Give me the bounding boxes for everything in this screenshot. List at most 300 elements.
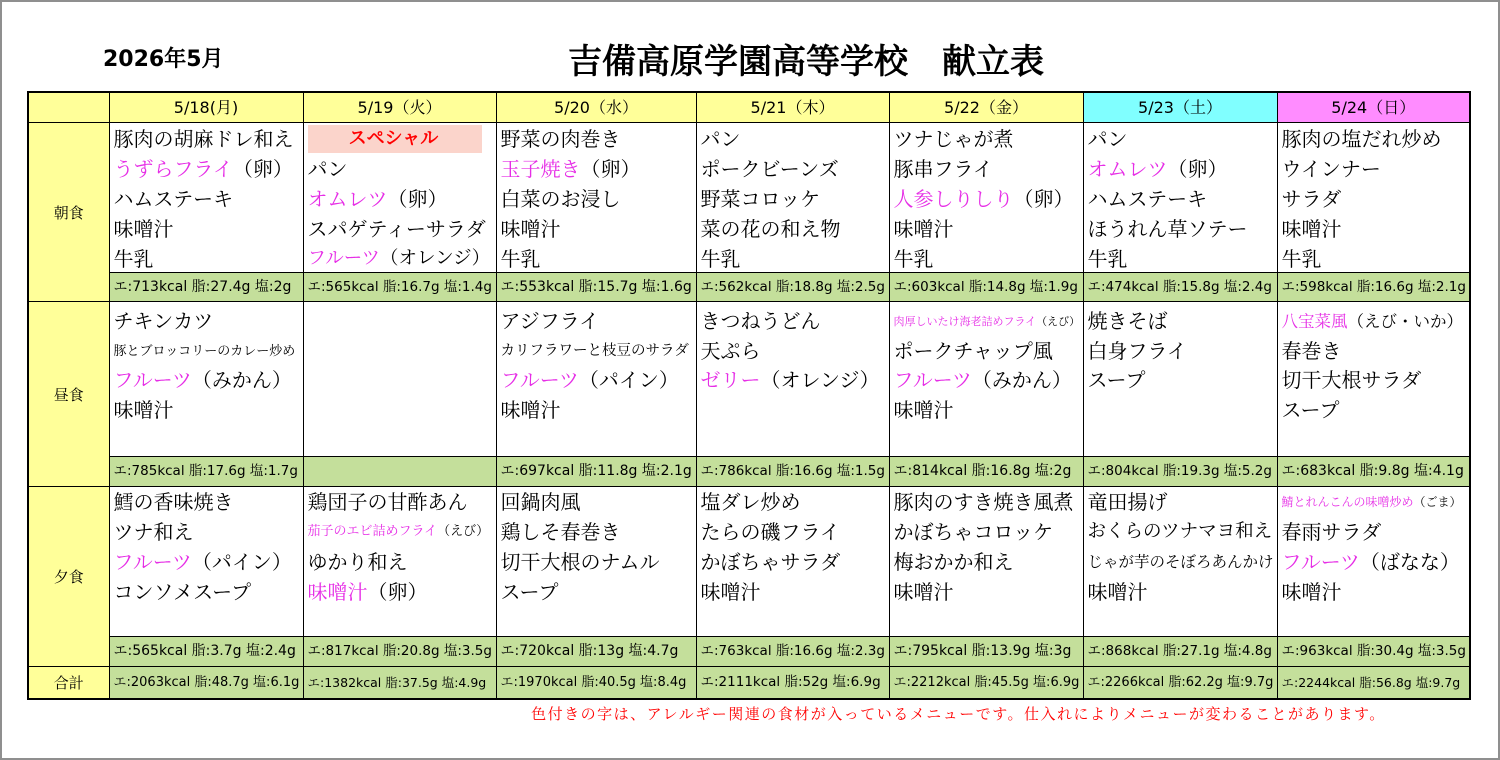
item-text: 豚肉のすき焼き風煮 [893,490,1074,514]
menu-list [890,302,1083,456]
nutrition-text: エ:562kcal 脂:18.8g 塩:2.5g [700,279,885,295]
lunch-menu-cell [889,302,1083,457]
item-text: 豚とブロッコリーのカレー炒め [113,343,296,359]
menu-item [114,154,301,184]
item-text: 野菜の肉巻き [500,127,621,151]
lunch-nutrition-cell [109,457,303,487]
month-label: 2026年5月 [103,47,224,72]
total-text: エ:1970kcal 脂:40.5g 塩:8.4g [500,675,687,690]
date-text: 5/19（火） [357,98,442,117]
item-text: 味噌汁 [893,397,954,422]
menu-item [308,154,494,184]
item-text: （みかん） [971,368,1072,392]
menu-item [1088,517,1275,547]
item-text: ゆかり和え [307,550,408,574]
menu-item [501,577,694,607]
nutrition-text: エ:785kcal 脂:17.6g 塩:1.7g [113,463,298,479]
menu-item [1282,366,1468,396]
dinner-label: 夕食 [28,487,109,667]
menu-item [1282,396,1468,426]
allergen-item-text: オムレツ [307,187,388,211]
item-text: 竜田揚げ [1087,490,1168,514]
menu-item [701,124,887,154]
dinner-menu-cell [889,487,1083,637]
total-cell [1277,667,1470,700]
dinner-nutrition-cell [109,637,303,667]
menu-item [501,396,694,426]
menu-item [114,577,301,607]
item-text: （卵） [387,187,448,211]
item-text: 牛乳 [1087,247,1128,271]
menu-item [894,396,1081,426]
allergen-item-text: 肉厚しいたけ海老詰めフライ [893,315,1037,328]
nutrition-text: エ:683kcal 脂:9.8g 塩:4.1g [1281,463,1464,479]
menu-item [114,366,301,396]
item-text: 味噌汁 [113,397,174,422]
menu-item [308,244,494,272]
item-text: （ごま） [1413,495,1462,509]
lunch-menu-cell [496,302,696,457]
dinner-nutrition-cell [889,637,1083,667]
breakfast-menu-cell [303,123,496,273]
menu-list [1278,123,1470,272]
date-text: 5/18(月) [173,98,239,117]
dinner-menu-cell [496,487,696,637]
nutrition-text: エ:603kcal 脂:14.8g 塩:1.9g [893,279,1078,295]
menu-item [701,517,887,547]
item-text: きつねうどん [700,309,821,333]
menu-list [890,123,1083,272]
item-text: 味噌汁 [700,580,761,604]
menu-list [1084,302,1277,456]
total-text: エ:2244kcal 脂:56.8g 塩:9.7g [1281,675,1461,690]
item-text: たらの磯フライ [700,520,840,544]
date-header [1083,92,1277,123]
item-text: 牛乳 [893,247,934,271]
item-text: 味噌汁 [1281,217,1342,241]
date-text: 5/24（日） [1331,98,1416,117]
total-cell [1083,667,1277,700]
item-text: 味噌汁 [1281,580,1342,604]
lunch-menu-row [28,302,1470,457]
header-row [28,92,1470,123]
menu-item [501,487,694,517]
breakfast-nutrition-row [28,273,1470,302]
menu-list [497,487,696,636]
menu-item [308,214,494,244]
lunch-menu-cell [109,302,303,457]
menu-item [114,307,301,337]
special-badge: スペシャル [308,125,482,153]
lunch-nutrition-cell [496,457,696,487]
menu-list [110,487,303,636]
breakfast-menu-cell [496,123,696,273]
menu-item [701,366,887,396]
menu-item [701,154,887,184]
breakfast-nutrition-cell [1083,273,1277,302]
menu-item [1088,337,1275,367]
menu-item [501,184,694,214]
allergen-item-text: フルーツ [307,248,381,269]
dinner-nutrition-cell [496,637,696,667]
item-text: （卵） [367,580,428,604]
allergen-item-text: 八宝菜風 [1281,312,1348,331]
item-text: 野菜コロッケ [700,187,821,211]
menu-item [1088,307,1275,337]
item-text: おくらのツナマヨ和え [1087,521,1273,542]
item-text: 焼きそば [1087,309,1168,333]
date-header [696,92,889,123]
total-text: エ:2266kcal 脂:62.2g 塩:9.7g [1087,675,1274,690]
menu-item [501,214,694,244]
item-text: （えび） [437,524,490,539]
allergen-notice: 色付きの字は、アレルギー関連の食材が入っているメニューです。仕入れによりメニューが変わることがあります。 [531,705,1386,723]
menu-list [1084,123,1277,272]
allergen-item-text: 玉子焼き [500,157,581,181]
item-text: （パイン） [191,550,292,574]
breakfast-nutrition-cell [1277,273,1470,302]
total-text: エ:2212kcal 脂:45.5g 塩:6.9g [893,675,1080,690]
item-text: 菜の花の和え物 [700,217,841,241]
item-text: 切干大根サラダ [1281,368,1422,392]
breakfast-menu-row [28,123,1470,273]
item-text: 牛乳 [500,247,541,271]
item-text: ハムステーキ [113,187,234,211]
dinner-nutrition-cell [303,637,496,667]
menu-item [114,124,301,154]
item-text: 牛乳 [113,247,154,271]
breakfast-menu-cell [696,123,889,273]
menu-item [308,547,494,577]
dinner-menu-row [28,487,1470,637]
menu-item [701,547,887,577]
nutrition-text: エ:763kcal 脂:16.6g 塩:2.3g [700,643,885,659]
total-cell [696,667,889,700]
allergen-item-text: フルーツ [113,368,192,392]
nutrition-text: エ:697kcal 脂:11.8g 塩:2.1g [500,463,692,479]
date-text: 5/22（金） [944,98,1028,117]
menu-item [1282,337,1468,367]
breakfast-nutrition-cell [696,273,889,302]
menu-item [894,154,1081,184]
menu-item [1282,577,1468,607]
menu-item [701,577,887,607]
menu-item [701,184,887,214]
item-text: 鱈の香味焼き [113,490,234,514]
item-text: ウインナー [1281,157,1381,181]
item-text: 春巻き [1281,338,1342,363]
breakfast-nutrition-cell [889,273,1083,302]
total-cell [889,667,1083,700]
dinner-nutrition-cell [1083,637,1277,667]
menu-item [1282,244,1468,272]
nutrition-text: エ:598kcal 脂:16.6g 塩:2.1g [1281,279,1466,295]
item-text: （オレンジ） [380,248,491,269]
allergen-item-text: 人参しりしり [893,187,1014,211]
menu-item [308,184,494,214]
menu-item [1088,547,1275,577]
menu-list [697,487,889,636]
menu-item [894,184,1081,214]
item-text: パン [700,127,741,151]
menu-list [110,302,303,456]
menu-list [304,487,496,636]
item-text: （えび・いか） [1347,312,1463,331]
nutrition-text: エ:713kcal 脂:27.4g 塩:2g [113,279,292,295]
menu-item [894,307,1081,337]
menu-item [701,487,887,517]
item-text: ポークビーンズ [700,157,839,181]
menu-item [501,517,694,547]
nutrition-text: エ:474kcal 脂:15.8g 塩:2.4g [1087,279,1272,295]
item-text: 味噌汁 [893,217,954,241]
item-text: 豚肉の塩だれ炒め [1281,127,1442,151]
menu-item [701,214,887,244]
menu-list [304,302,496,456]
item-text: 切干大根のナムル [500,550,660,574]
item-text: 味噌汁 [1087,580,1148,604]
page-title: 吉備高原学園高等学校 献立表 [568,42,1044,82]
date-text: 5/21（木） [750,98,835,117]
item-text: （卵） [232,157,293,181]
item-text: ツナじゃが煮 [893,127,1014,151]
item-text: （卵） [1013,187,1074,211]
item-text: ツナ和え [113,520,194,544]
item-text: サラダ [1281,187,1342,211]
item-text: 春雨サラダ [1281,520,1382,544]
item-text: ポークチャップ風 [893,338,1053,363]
menu-item [501,307,694,337]
total-label: 合計 [28,667,109,700]
nutrition-text: エ:868kcal 脂:27.1g 塩:4.8g [1087,643,1272,659]
date-text: 5/23（土） [1138,98,1222,117]
menu-item [114,547,301,577]
allergen-item-text: オムレツ [1087,157,1168,181]
lunch-nutrition-row [28,457,1470,487]
breakfast-nutrition-cell [303,273,496,302]
menu-list [697,302,889,456]
item-text: ハムステーキ [1087,187,1208,211]
menu-item [1282,154,1468,184]
menu-table-body [28,92,1470,699]
dinner-menu-cell [109,487,303,637]
lunch-nutrition-cell [1083,457,1277,487]
menu-item [1282,184,1468,214]
menu-item [501,124,694,154]
menu-item [501,547,694,577]
item-text: 鶏団子の甘酢あん [307,490,468,514]
menu-list [110,123,303,272]
menu-item [308,487,494,517]
nutrition-text: エ:804kcal 脂:19.3g 塩:5.2g [1087,463,1272,479]
menu-item [114,214,301,244]
total-row [28,667,1470,700]
lunch-menu-cell [303,302,496,457]
dinner-menu-cell [696,487,889,637]
lunch-nutrition-cell [889,457,1083,487]
menu-item [501,154,694,184]
item-text: アジフライ [500,309,600,333]
menu-item [114,487,301,517]
item-text: 味噌汁 [113,217,174,241]
date-text: 5/20（水） [554,98,638,117]
menu-item [894,244,1081,272]
menu-item [1282,517,1468,547]
item-text: （ばなな） [1359,550,1460,574]
menu-item [308,124,494,154]
nutrition-text: エ:786kcal 脂:16.6g 塩:1.5g [700,463,885,479]
allergen-item-text: ゼリー [700,368,761,392]
nutrition-text [304,457,496,486]
item-text: 牛乳 [700,247,741,271]
breakfast-menu-cell [1083,123,1277,273]
item-text: （みかん） [191,368,292,392]
allergen-item-text: フルーツ [1281,550,1360,574]
item-text: 白菜のお浸し [500,187,621,211]
date-header [303,92,496,123]
lunch-menu-cell [696,302,889,457]
item-text: 天ぷら [700,338,761,363]
total-cell [496,667,696,700]
menu-item [894,214,1081,244]
item-text: 味噌汁 [500,397,561,422]
menu-item [894,577,1081,607]
item-text: 牛乳 [1281,247,1322,271]
breakfast-label: 朝食 [28,123,109,302]
total-cell [303,667,496,700]
allergen-item-text: 鯖とれんこんの味噌炒め [1281,495,1414,509]
allergen-item-text: フルーツ [113,550,192,574]
menu-item [894,487,1081,517]
item-text: カリフラワーと枝豆のサラダ [500,342,689,359]
menu-item [894,547,1081,577]
nutrition-text: エ:565kcal 脂:3.7g 塩:2.4g [113,643,296,659]
menu-item [114,396,301,426]
dinner-nutrition-row [28,637,1470,667]
lunch-nutrition-cell [303,457,496,487]
menu-item [114,517,301,547]
menu-item [1282,547,1468,577]
nutrition-text: エ:795kcal 脂:13.9g 塩:3g [893,643,1072,659]
lunch-nutrition-cell [696,457,889,487]
date-header [496,92,696,123]
menu-item [501,244,694,272]
menu-list [1278,302,1470,456]
item-text: （オレンジ） [760,368,880,392]
breakfast-menu-cell [1277,123,1470,273]
menu-item [701,337,887,367]
item-text: 白身フライ [1087,338,1187,363]
menu-item [894,366,1081,396]
breakfast-nutrition-cell [109,273,303,302]
nutrition-text: エ:814kcal 脂:16.8g 塩:2g [893,463,1072,479]
item-text: （パイン） [578,368,679,392]
menu-item [1088,366,1275,396]
menu-table [27,91,1471,700]
dinner-menu-cell [1277,487,1470,637]
item-text: （えび） [1036,315,1081,328]
menu-item [1088,184,1275,214]
corner-box [29,93,109,122]
allergen-item-text: うずらフライ [113,157,233,181]
nutrition-text: エ:817kcal 脂:20.8g 塩:3.5g [307,643,492,659]
lunch-menu-cell [1083,302,1277,457]
menu-item [701,307,887,337]
item-text: 味噌汁 [500,217,561,241]
item-text: （卵） [580,157,641,181]
menu-item [114,244,301,272]
menu-list [1084,487,1277,636]
total-cell [109,667,303,700]
item-text: 味噌汁 [893,580,954,604]
menu-item [1282,487,1468,517]
item-text: スープ [1087,368,1146,392]
total-text: エ:1382kcal 脂:37.5g 塩:4.9g [307,675,487,690]
dinner-menu-cell [303,487,496,637]
allergen-item-text: フルーツ [500,368,579,392]
menu-item [1088,487,1275,517]
item-text: かぼちゃコロッケ [893,520,1054,544]
dinner-nutrition-cell [696,637,889,667]
lunch-nutrition-cell [1277,457,1470,487]
date-header [1277,92,1470,123]
menu-item [114,184,301,214]
menu-item [894,337,1081,367]
item-text: じゃが芋のそぼろあんかけ [1087,553,1274,571]
menu-list [890,487,1083,636]
menu-item [308,577,494,607]
allergen-item-text: フルーツ [893,368,972,392]
item-text: パン [307,157,348,181]
lunch-label: 昼食 [28,302,109,487]
nutrition-text: エ:565kcal 脂:16.7g 塩:1.4g [307,279,492,295]
menu-item [1088,244,1275,272]
dinner-menu-cell [1083,487,1277,637]
menu-item [1088,214,1275,244]
item-text: スープ [1281,397,1340,422]
menu-item [1088,577,1275,607]
menu-list [1278,487,1470,636]
menu-item [894,124,1081,154]
item-text: 塩ダレ炒め [700,490,801,514]
lunch-menu-cell [1277,302,1470,457]
total-text: エ:2063kcal 脂:48.7g 塩:6.1g [113,675,300,690]
item-text: スープ [500,580,559,604]
breakfast-menu-cell [109,123,303,273]
item-text: （卵） [1167,157,1228,181]
item-text: 梅おかか和え [893,550,1014,574]
menu-item [701,244,887,272]
date-header [109,92,303,123]
nutrition-text: エ:720kcal 脂:13g 塩:4.7g [500,643,679,659]
menu-item [114,337,301,367]
menu-list [304,123,496,272]
menu-item [1282,214,1468,244]
item-text: スパゲティーサラダ [307,217,486,241]
nutrition-text: エ:963kcal 脂:30.4g 塩:3.5g [1281,643,1466,659]
allergen-item-text: 茄子のエビ詰めフライ [307,524,438,539]
breakfast-nutrition-cell [496,273,696,302]
item-text: 豚肉の胡麻ドレ和え [113,127,294,151]
item-text: 回鍋肉風 [500,490,581,514]
breakfast-menu-cell [889,123,1083,273]
date-header [889,92,1083,123]
menu-item [1282,307,1468,337]
menu-list [697,123,889,272]
menu-item [1282,124,1468,154]
item-text: チキンカツ [113,309,214,333]
dinner-nutrition-cell [1277,637,1470,667]
